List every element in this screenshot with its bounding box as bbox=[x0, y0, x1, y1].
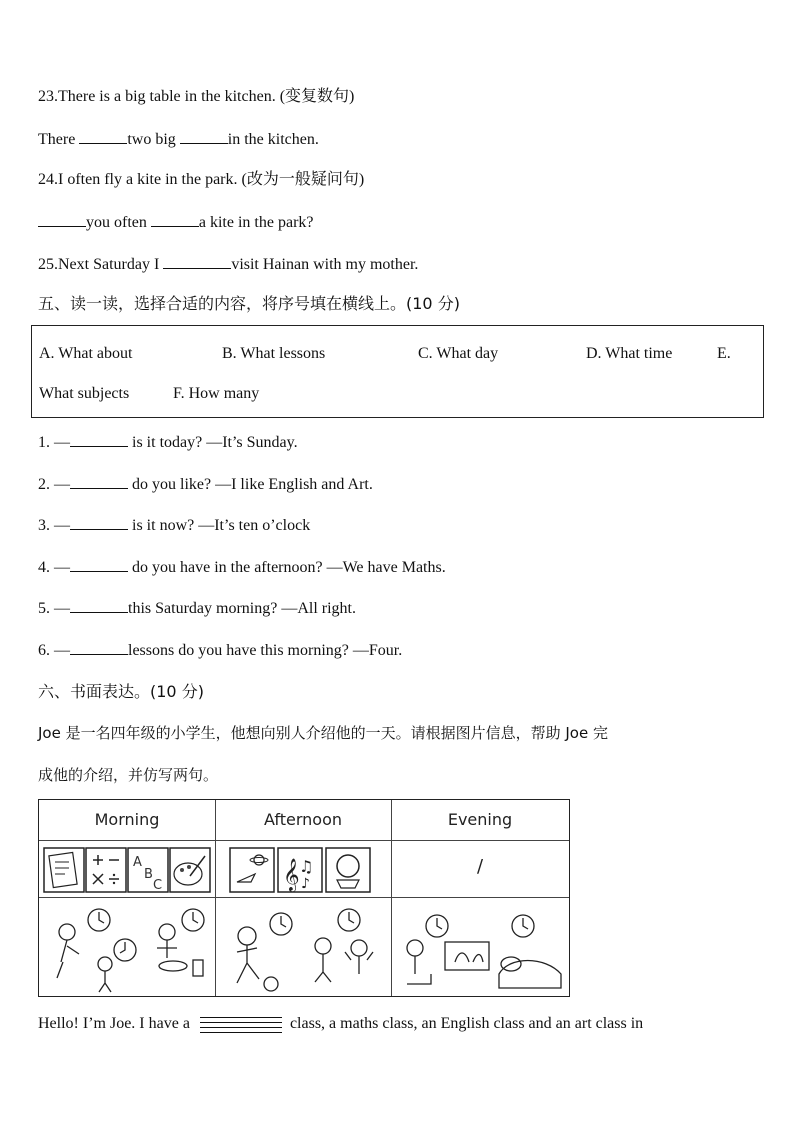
question-5-text: this Saturday morning? —All right. bbox=[128, 600, 356, 617]
question-5-prefix: 5. — bbox=[38, 600, 70, 617]
essay-rest: class, a maths class, an English class and an art class in bbox=[289, 1015, 644, 1032]
question-5 bbox=[38, 598, 356, 619]
question-4 bbox=[38, 557, 446, 578]
q25-line bbox=[38, 254, 418, 275]
svg-text:A: A bbox=[133, 855, 142, 870]
header-afternoon: Afternoon bbox=[264, 810, 342, 829]
afternoon-scene-illustration bbox=[219, 902, 387, 994]
svg-text:♪: ♪ bbox=[301, 876, 310, 892]
evening-scene-illustration bbox=[395, 902, 567, 994]
question-1-text: is it today? —It’s Sunday. bbox=[132, 434, 298, 451]
question-2-blank[interactable] bbox=[70, 474, 128, 489]
q23-blank-1[interactable] bbox=[79, 129, 127, 144]
section5-heading: 五、读一读，选择合适的内容，将序号填在横线上。(10 分) bbox=[38, 294, 460, 313]
header-morning: Morning bbox=[94, 810, 160, 829]
evening-mark: / bbox=[476, 856, 484, 877]
question-5-blank[interactable] bbox=[70, 598, 128, 613]
q24-answer-line bbox=[38, 212, 314, 233]
option-f: F. How many bbox=[173, 385, 260, 402]
morning-subject-icons bbox=[43, 846, 213, 894]
q23-part1: There bbox=[38, 131, 80, 148]
essay-blank[interactable] bbox=[200, 1014, 282, 1034]
question-2 bbox=[38, 474, 373, 495]
option-e-prefix: E. bbox=[717, 345, 731, 362]
section6-instruction-1: Joe 是一名四年级的小学生，他想向别人介绍他的一天。请根据图片信息，帮助 Joe 完 bbox=[38, 724, 608, 742]
section6-instruction-2: 成他的介绍，并仿写两句。 bbox=[38, 766, 219, 784]
svg-text:♫: ♫ bbox=[299, 857, 314, 876]
q25-blank[interactable] bbox=[163, 254, 231, 269]
option-d: D. What time bbox=[586, 345, 673, 362]
q23-blank-2[interactable] bbox=[180, 129, 228, 144]
question-4-text: do you have in the afternoon? —We have Maths. bbox=[132, 559, 446, 576]
question-3-blank[interactable] bbox=[70, 515, 128, 530]
q24-part2: a kite in the park? bbox=[198, 214, 314, 231]
option-a: A. What about bbox=[39, 345, 133, 362]
question-3 bbox=[38, 515, 310, 536]
q25-part1: 25.Next Saturday I bbox=[38, 256, 164, 273]
morning-scene-illustration bbox=[43, 902, 211, 994]
q24-prompt: 24.I often fly a kite in the park. (改为一般疑问句) bbox=[38, 171, 365, 188]
svg-text:𝄞: 𝄞 bbox=[283, 858, 300, 891]
question-4-blank[interactable] bbox=[70, 557, 128, 572]
question-6-blank[interactable] bbox=[70, 640, 128, 655]
options-box bbox=[31, 325, 764, 418]
essay-start: Hello! I’m Joe. I have a bbox=[38, 1015, 190, 1032]
question-2-text: do you like? —I like English and Art. bbox=[132, 476, 373, 493]
q24-blank-2[interactable] bbox=[151, 212, 199, 227]
daily-schedule-picture bbox=[38, 799, 570, 997]
section6-heading: 六、书面表达。(10 分) bbox=[38, 682, 204, 701]
question-2-prefix: 2. — bbox=[38, 476, 70, 493]
q24-blank-1[interactable] bbox=[38, 212, 86, 227]
option-c: C. What day bbox=[418, 345, 499, 362]
question-6-prefix: 6. — bbox=[38, 642, 70, 659]
svg-text:B: B bbox=[144, 867, 153, 882]
option-b: B. What lessons bbox=[222, 345, 326, 362]
q23-answer-line bbox=[38, 129, 319, 150]
option-e-text: What subjects bbox=[39, 385, 130, 402]
q23-prompt: 23.There is a big table in the kitchen. (变复数句) bbox=[38, 88, 355, 105]
question-6-text: lessons do you have this morning? —Four. bbox=[128, 642, 403, 659]
q24-part1: you often bbox=[86, 214, 151, 231]
q23-part2: two big bbox=[127, 131, 180, 148]
question-1-blank[interactable] bbox=[70, 432, 128, 447]
svg-text:C: C bbox=[153, 878, 163, 893]
question-1-prefix: 1. — bbox=[38, 434, 70, 451]
question-6 bbox=[38, 640, 402, 661]
question-1 bbox=[38, 432, 298, 453]
question-3-prefix: 3. — bbox=[38, 517, 70, 534]
question-3-text: is it now? —It’s ten o’clock bbox=[132, 517, 311, 534]
question-4-prefix: 4. — bbox=[38, 559, 70, 576]
q25-part2: visit Hainan with my mother. bbox=[231, 256, 419, 273]
q23-part3: in the kitchen. bbox=[227, 131, 319, 148]
essay-line bbox=[38, 1014, 643, 1034]
header-evening: Evening bbox=[447, 810, 513, 829]
afternoon-subject-icons bbox=[229, 846, 379, 894]
